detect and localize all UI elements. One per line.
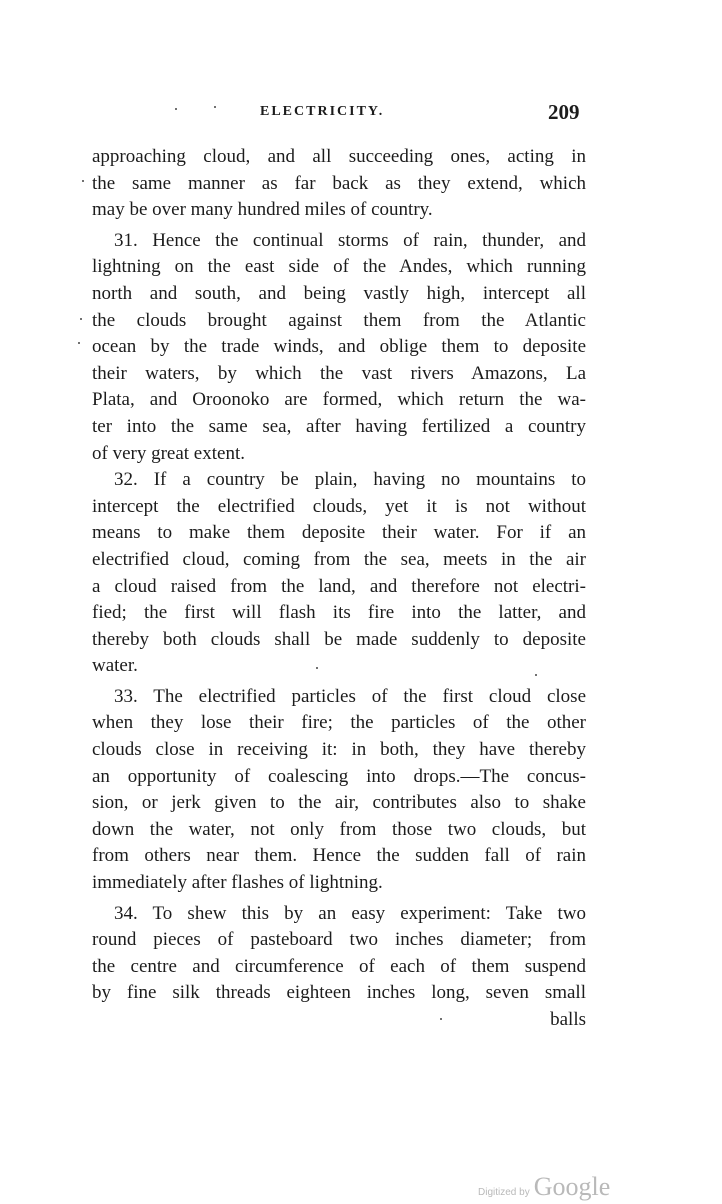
scan-speck (316, 667, 318, 669)
text-line: means to make them deposite their water. For if an (92, 522, 586, 544)
text-line: a cloud raised from the land, and therefore not electri- (92, 575, 586, 597)
text-line: down the water, not only from those two clouds, but (92, 818, 586, 840)
scan-speck (82, 180, 84, 182)
text-line: round pieces of pasteboard two inches diameter; from (92, 929, 586, 951)
page-number: 209 (548, 100, 580, 124)
watermark-prefix: Digitized by (478, 1187, 530, 1198)
text-line: their waters, by which the vast rivers Amazons, La (92, 362, 586, 384)
text-line: when they lose their fire; the particles of the other (92, 712, 586, 734)
catchword: balls (550, 1009, 586, 1030)
scan-speck (440, 1018, 442, 1020)
body-text (92, 144, 586, 1034)
text-line: from others near them. Hence the sudden fall of rain (92, 845, 586, 867)
text-line: the clouds brought against them from the Atlantic (92, 309, 586, 331)
text-line: lightning on the east side of the Andes, which running (92, 256, 586, 278)
text-line: by fine silk threads eighteen inches long, seven small (92, 982, 586, 1004)
digitized-by-google-watermark (478, 1172, 610, 1202)
text-line: the same manner as far back as they extend, which (92, 172, 586, 194)
text-line: ocean by the trade winds, and oblige them to deposite (92, 336, 586, 358)
running-title: ELECTRICITY. (260, 104, 385, 119)
google-logo: Google (533, 1172, 611, 1201)
text-line: intercept the electrified clouds, yet it is not without (92, 495, 586, 517)
text-line: ter into the same sea, after having fertilized a country (92, 415, 586, 437)
paragraph-32-start: 32. If a country be plain, having no mountains to (114, 469, 586, 491)
text-line: of very great extent. (92, 442, 245, 464)
text-line: sion, or jerk given to the air, contributes also to shake (92, 792, 586, 814)
text-line: electrified cloud, coming from the sea, meets in the air (92, 548, 586, 570)
text-line: water. (92, 655, 138, 677)
text-line: thereby both clouds shall be made suddenly to deposite (92, 628, 586, 650)
text-line: may be over many hundred miles of country. (92, 199, 433, 221)
text-line: approaching cloud, and all succeeding ones, acting in (92, 146, 586, 167)
paragraph-31-start: 31. Hence the continual storms of rain, thunder, and (114, 229, 586, 251)
paragraph-34-start: 34. To shew this by an easy experiment: Take two (114, 902, 586, 924)
text-line: immediately after flashes of lightning. (92, 872, 383, 894)
scan-speck (80, 318, 82, 320)
scan-speck (78, 342, 80, 344)
text-line: Plata, and Oroonoko are formed, which return the wa- (92, 389, 586, 411)
paragraph-33-start: 33. The electrified particles of the first cloud close (114, 685, 586, 707)
scan-speck (535, 674, 537, 676)
text-line: north and south, and being vastly high, intercept all (92, 282, 586, 304)
text-line: an opportunity of coalescing into drops.—The concus- (92, 765, 586, 787)
text-line: clouds close in receiving it: in both, they have thereby (92, 739, 586, 761)
scan-speck (175, 108, 177, 110)
scan-speck (214, 106, 216, 108)
text-line: the centre and circumference of each of them suspend (92, 955, 586, 977)
text-line: fied; the first will flash its fire into the latter, and (92, 602, 586, 624)
